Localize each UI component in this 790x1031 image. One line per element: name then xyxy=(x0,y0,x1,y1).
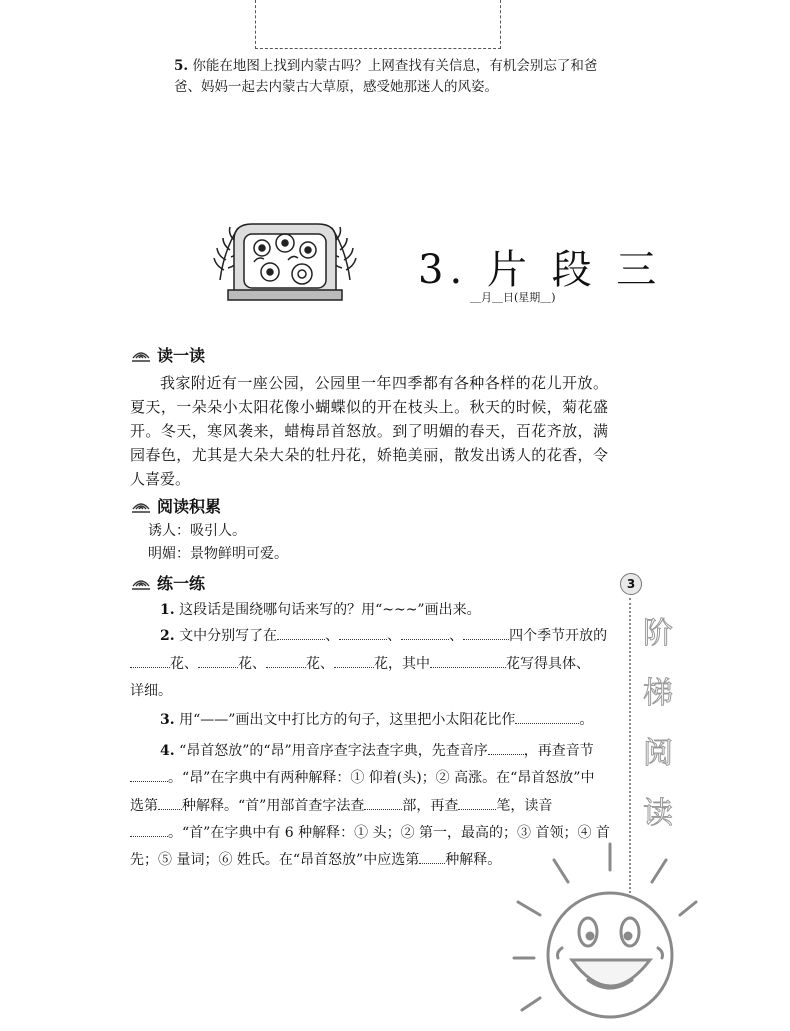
answer-blank[interactable] xyxy=(334,653,374,668)
answer-blank[interactable] xyxy=(339,625,387,640)
answer-blank[interactable] xyxy=(266,653,306,668)
question-text: 你能在地图上找到内蒙古吗？上网查找有关信息，有机会别忘了和爸爸、妈妈一起去内蒙古大草原，感受她那迷人的风姿。 xyxy=(174,58,598,95)
section-read-heading xyxy=(130,343,205,366)
flower-illustration xyxy=(210,210,360,310)
answer-box xyxy=(255,0,501,49)
answer-blank[interactable] xyxy=(198,653,238,668)
question-number: 4. xyxy=(160,743,175,759)
page-number-badge: 3 xyxy=(620,573,642,595)
answer-blank[interactable] xyxy=(419,849,445,864)
question-4: 4. “昂首怒放”的“昂”用音序查字法查字典，先查音序 ，再查音节 xyxy=(160,737,594,765)
vocab-item: 明媚：景物鲜明可爱。 xyxy=(148,546,288,562)
question-4-line5: 先；⑤ 量词；⑥ 姓氏。在“昂首怒放”中应选第 种解释。 xyxy=(130,846,501,874)
answer-blank[interactable] xyxy=(130,767,168,782)
sidebar-char: 读 xyxy=(643,796,673,831)
answer-blank[interactable] xyxy=(130,653,170,668)
answer-blank[interactable] xyxy=(130,822,168,837)
sidebar-char: 阶 xyxy=(643,616,673,651)
question-number: 5. xyxy=(174,58,189,74)
question-2-line3: 详细。 xyxy=(130,683,172,699)
answer-blank[interactable] xyxy=(364,795,402,810)
reading-passage: 我家附近有一座公园，公园里一年四季都有各种各样的花儿开放。夏天，一朵朵小太阳花像小蝴蝶似的开在枝头上。秋天的时候，菊花盛开。冬天，寒风袭来，蜡梅昂首怒放。到了明媚的春天，百花齐放，满园春色，尤其是大朵大朵的牡丹花，娇艳美丽，散发出诱人的花香，令人喜爱。 xyxy=(130,374,608,488)
section-title: 阅读积累 xyxy=(157,497,222,516)
swirl-icon xyxy=(130,497,152,515)
question-1 xyxy=(160,596,481,624)
smiling-sun-icon xyxy=(510,830,700,1025)
question-3: 3. 用“——”画出文中打比方的句子，这里把小太阳花比作 。 xyxy=(160,706,593,734)
answer-blank[interactable] xyxy=(463,625,509,640)
date-line: ＿月＿日(星期＿) xyxy=(470,291,556,304)
question-2: 2. 文中分别写了在 、 、 、 四个季节开放的 xyxy=(160,622,607,650)
sidebar-char: 阅 xyxy=(643,736,673,771)
question-number: 1. xyxy=(160,602,175,618)
question-4-line3: 选第 种解释。“首”用部首查字法查 部，再查 笔，读音 xyxy=(130,792,552,820)
answer-blank[interactable] xyxy=(401,625,449,640)
sidebar-char: 梯 xyxy=(643,676,673,711)
section-title: 练一练 xyxy=(157,574,206,593)
vocab-item: 诱人：吸引人。 xyxy=(148,523,246,539)
question-text: 这段话是围绕哪句话来写的？用“~~~”画出来。 xyxy=(179,602,481,618)
section-practice-heading xyxy=(130,571,205,594)
answer-blank[interactable] xyxy=(458,795,496,810)
answer-blank[interactable] xyxy=(277,625,325,640)
answer-blank[interactable] xyxy=(488,740,524,755)
question-4-line2: 。“昂”在字典中有两种解释：① 仰着(头)；② 高涨。在“昂首怒放”中 xyxy=(130,764,594,792)
question-number: 3. xyxy=(160,712,175,728)
question-number: 2. xyxy=(160,628,175,644)
question-4-line4: 。“首”在字典中有 6 种解释：① 头；② 第一，最高的；③ 首领；④ 首 xyxy=(130,819,610,847)
lesson-title: 3. 片 段 三 xyxy=(418,247,663,293)
answer-blank[interactable] xyxy=(158,795,182,810)
question-2-line2: 花、 花、 花、 花，其中 花写得具体、 xyxy=(130,650,590,678)
section-title: 读一读 xyxy=(157,346,206,365)
section-vocab-heading xyxy=(130,494,221,517)
question-5 xyxy=(174,56,614,98)
answer-blank[interactable] xyxy=(515,709,579,724)
swirl-icon xyxy=(130,574,152,592)
answer-blank[interactable] xyxy=(430,653,506,668)
swirl-icon xyxy=(130,346,152,364)
